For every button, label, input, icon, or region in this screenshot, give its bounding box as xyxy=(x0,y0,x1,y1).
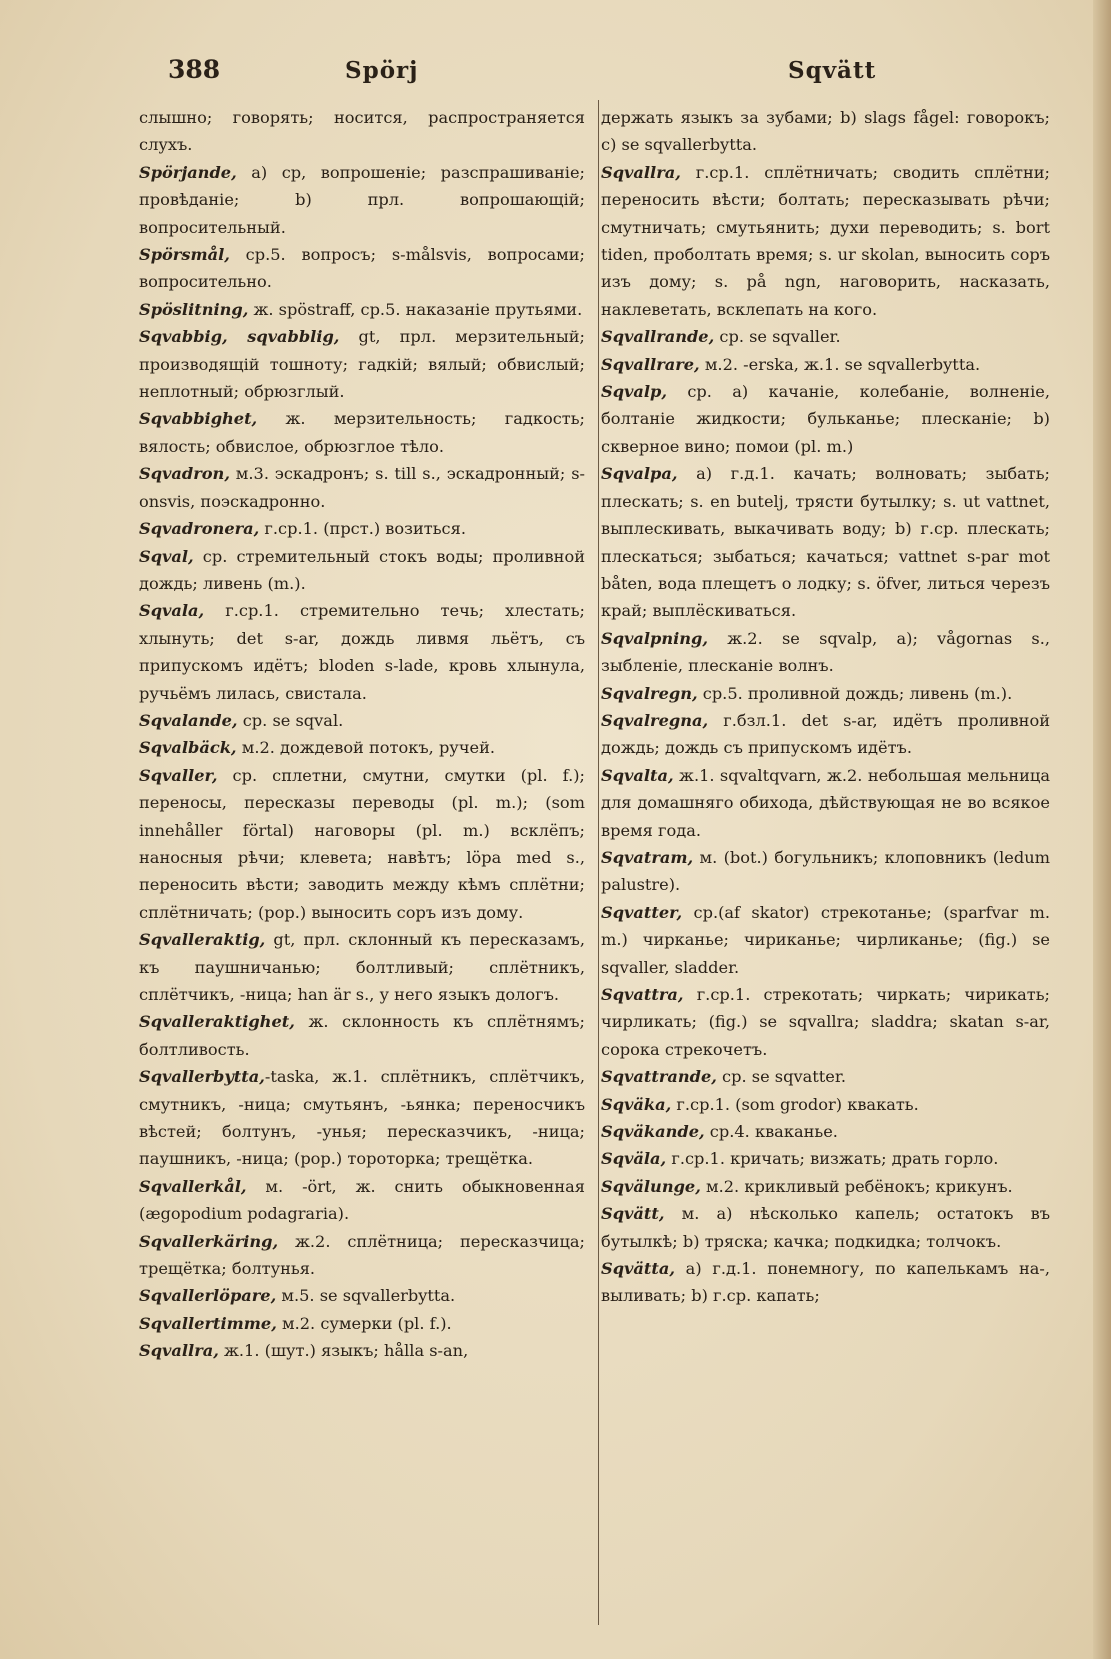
entry-headword: Sqvälunge, xyxy=(601,1176,701,1196)
entry-headword: Sqväkande, xyxy=(601,1122,705,1142)
entry-headword: Sqval, xyxy=(139,546,194,566)
left-guide-word: Spörj xyxy=(345,57,419,84)
entry-headword: Sqvalta, xyxy=(601,765,674,785)
entry-headword: Sqvallrande, xyxy=(601,327,715,347)
entry-definition: ср. se sqval. xyxy=(237,710,344,730)
entry-headword: Spöslitning, xyxy=(139,299,249,319)
dictionary-entry xyxy=(139,734,585,761)
entry-headword: Sqvalbäck, xyxy=(139,738,237,758)
dictionary-entry xyxy=(139,543,585,598)
dictionary-entry xyxy=(139,323,585,405)
dictionary-entry xyxy=(601,323,1050,350)
entry-definition: ж. spöstraff, ср.5. наказаніе прутьями. xyxy=(248,299,583,319)
entry-definition: ж. мерзительность; гадкость; вялость; обвислое, обрюзглое тѣло. xyxy=(139,409,585,456)
dictionary-entry xyxy=(601,1091,1050,1118)
entry-headword: Sqvallerkäring, xyxy=(139,1231,279,1251)
dictionary-entry xyxy=(601,1063,1050,1090)
entry-definition: м. (bot.) богульникъ; клоповникъ (ledum palustre). xyxy=(601,847,1050,895)
dictionary-entry xyxy=(139,515,585,542)
entry-definition: м.5. se sqvallerbytta. xyxy=(276,1286,456,1306)
entry-headword: Sqvallrare, xyxy=(601,354,700,374)
entry-definition: ср. стремительный стокъ воды; проливной дождь; ливень (m.). xyxy=(139,546,585,593)
entry-definition: ср.4. кваканье. xyxy=(704,1122,838,1142)
entry-headword: Sqvallra, xyxy=(139,1341,219,1361)
dictionary-entry xyxy=(601,159,1050,323)
entry-definition: м.2. сумерки (pl. f.). xyxy=(276,1313,452,1333)
entry-definition: ср. se sqvatter. xyxy=(716,1067,846,1087)
entry-definition: ж.1. sqvaltqvarn, ж.2. небольшая мельница для домашняго обихода, дѣйствующая не во всякое время года. xyxy=(601,765,1050,840)
column-divider xyxy=(598,100,599,1625)
dictionary-entry xyxy=(601,844,1050,899)
dictionary-entry xyxy=(601,1173,1050,1200)
entry-definition: ср. se sqvaller. xyxy=(714,327,841,347)
entry-headword: Sqvala, xyxy=(139,601,205,621)
entry-headword: Sqvallra, xyxy=(601,162,681,182)
entry-definition: ж.2. сплётница; пересказчица; трещётка; болтунья. xyxy=(139,1231,585,1279)
entry-headword: Sqväka, xyxy=(601,1094,672,1114)
dictionary-entry xyxy=(601,707,1050,762)
dictionary-entry xyxy=(601,899,1050,981)
dictionary-entry xyxy=(601,104,1050,159)
entry-headword: Sqvallerkål, xyxy=(139,1176,247,1196)
dictionary-entry xyxy=(601,1118,1050,1145)
entry-headword: Sqvätt, xyxy=(601,1204,665,1224)
entry-definition: gt, прл. склонный къ пересказамъ, къ паушничанью; болтливый; сплётникъ, сплётчикъ, -ница; han är s., у него языкъ дологъ. xyxy=(139,930,585,1004)
entry-definition: м. а) нѣсколько капель; остатокъ въ бутылкѣ; b) тряска; качка; подкидка; толчокъ. xyxy=(601,1204,1050,1251)
dictionary-entry xyxy=(601,680,1050,707)
page-edge xyxy=(1093,0,1111,1659)
dictionary-entry xyxy=(139,241,585,296)
entry-headword: Sqvabbig, sqvabblig, xyxy=(139,327,340,347)
entry-headword: Sqvalregna, xyxy=(601,710,709,730)
entry-headword: Spörsmål, xyxy=(139,245,230,265)
entry-headword: Sqvatter, xyxy=(601,902,683,922)
dictionary-entry xyxy=(139,1337,585,1364)
entry-definition: ср.(af skator) стрекотанье; (sparfvar m. m.) чирканье; чириканье; чирликанье; (fig.) se sqvaller, sladder. xyxy=(601,902,1050,977)
dictionary-entry xyxy=(601,1255,1050,1310)
dictionary-entry xyxy=(139,1282,585,1309)
entry-headword: Sqvallertimme, xyxy=(139,1313,277,1333)
entry-headword: Sqvatram, xyxy=(601,847,694,867)
dictionary-entry xyxy=(139,1063,585,1173)
entry-definition: г.ср.1. сплётничать; сводить сплётни; переносить вѣсти; болтать; пересказывать рѣчи; смутничать; смутьянить; духи переводить; s. bort tiden, проболтать время; s. ur skolan, выносить соръ изъ дому; s. på ngn, наговорить, насказать, наклеветать, всклепать на кого. xyxy=(601,162,1050,319)
entry-definition: м.2. крикливый ребёнокъ; крикунъ. xyxy=(700,1176,1013,1196)
entry-headword: Sqvabbighet, xyxy=(139,409,258,429)
entry-definition: ср. сплетни, смутни, смутки (pl. f.); переносы, пересказы переводы (pl. m.); (som innehåller förtal) наговоры (pl. m.) всклёпъ; наносныя рѣчи; клевета; навѣтъ; löpa med s., переносить вѣсти; заводить между кѣмъ сплётни; сплётничать; (pop.) выносить соръ изъ дому. xyxy=(139,765,585,922)
entry-headword: Sqvattrande, xyxy=(601,1067,717,1087)
entry-headword: Sqvalande, xyxy=(139,710,238,730)
dictionary-entry xyxy=(139,1008,585,1063)
entry-definition: г.ср.1. кричать; визжать; драть горло. xyxy=(666,1149,999,1169)
entry-definition: а) ср, вопрошеніе; разспрашиваніе; провѣданіе; b) прл. вопрошающій; вопросительный. xyxy=(139,162,585,237)
page-number: 388 xyxy=(168,55,221,84)
entry-headword: Sqvalleraktig, xyxy=(139,930,266,950)
entry-headword: Sqvalpa, xyxy=(601,464,678,484)
dictionary-entry xyxy=(139,159,585,241)
entry-headword: Sqvadron, xyxy=(139,464,230,484)
dictionary-entry xyxy=(139,296,585,323)
dictionary-entry xyxy=(139,762,585,926)
entry-headword: Sqvaller, xyxy=(139,765,218,785)
dictionary-entry xyxy=(601,762,1050,844)
entry-headword: Sqvätta, xyxy=(601,1259,675,1279)
dictionary-entry xyxy=(601,351,1050,378)
entry-definition: ж.1. (шут.) языкъ; hålla s-an, xyxy=(218,1341,469,1361)
dictionary-entry xyxy=(601,1145,1050,1172)
entry-definition: а) г.д.1. качать; волновать; зыбать; плескать; s. en butelj, трясти бутылку; s. ut vattnet, выплескивать, выкачивать воду; b) г.ср. плескать; плескаться; зыбаться; качаться; vattnet s-par mot båten, вода плещетъ о лодку; s. öfver, литься черезъ край; выплёскиваться. xyxy=(601,464,1050,621)
dictionary-entry xyxy=(139,460,585,515)
running-header xyxy=(0,55,1111,95)
dictionary-entry xyxy=(601,460,1050,624)
dictionary-entry xyxy=(139,926,585,1008)
entry-definition: -taska, ж.1. сплётникъ, сплётчикъ, смутникъ, -ница; смутьянъ, -ьянка; переносчикъ вѣстей; болтунъ, -унья; пересказчикъ, -ница; паушникъ, -ница; (pop.) тороторка; трещётка. xyxy=(139,1067,585,1169)
entry-definition: г.ср.1. стремительно течь; хлестать; хлынуть; det s-ar, дождь ливмя льётъ, съ припускомъ идётъ; bloden s-lade, кровь хлынула, ручьёмъ лилась, свистала. xyxy=(139,601,585,703)
entry-headword: Sqväla, xyxy=(601,1149,667,1169)
dictionary-entry xyxy=(139,707,585,734)
entry-definition: м. -ört, ж. снить обыкновенная (ægopodium podagraria). xyxy=(139,1176,585,1224)
dictionary-entry xyxy=(601,625,1050,680)
entry-definition: ср.5. вопросъ; s-målsvis, вопросами; вопросительно. xyxy=(139,245,585,292)
entry-headword: Sqvalpning, xyxy=(601,628,709,648)
dictionary-entry xyxy=(139,104,585,159)
dictionary-entry xyxy=(139,1173,585,1228)
entry-headword: Sqvalregn, xyxy=(601,683,698,703)
entry-definition: ж. склонность къ сплётнямъ; болтливость. xyxy=(139,1012,585,1059)
dictionary-entry xyxy=(601,981,1050,1063)
entry-headword: Sqvallerbytta, xyxy=(139,1067,265,1087)
right-column xyxy=(601,104,1050,1624)
entry-definition: г.ср.1. стрекотать; чиркать; чирикать; чирликать; (fig.) se sqvallra; sladdra; skatan s-ar, сорока стрекочетъ. xyxy=(601,985,1050,1059)
entry-headword: Spörjande, xyxy=(139,162,237,182)
entry-definition: ср. а) качаніе, колебаніе, волненіе, болтаніе жидкости; бульканье; плесканіе; b) скверное вино; помои (pl. m.) xyxy=(601,382,1050,456)
left-column xyxy=(139,104,585,1624)
entry-definition: м.3. эскадронъ; s. till s., эскадронный; s-onsvis, поэскадронно. xyxy=(139,464,585,511)
dictionary-entry xyxy=(601,1200,1050,1255)
entry-definition: м.2. -erska, ж.1. se sqvallerbytta. xyxy=(699,354,981,374)
entry-definition: ср.5. проливной дождь; ливень (m.). xyxy=(697,683,1013,703)
dictionary-entry xyxy=(139,1310,585,1337)
entry-headword: Sqvalp, xyxy=(601,382,668,402)
entry-headword: Sqvattra, xyxy=(601,985,684,1004)
entry-definition: м.2. дождевой потокъ, ручей. xyxy=(236,738,496,758)
dictionary-entry xyxy=(139,597,585,707)
right-guide-word: Sqvätt xyxy=(788,57,877,84)
entry-definition: gt, прл. мерзительный; производящій тошноту; гадкій; вялый; обвислый; неплотный; обрюзглый. xyxy=(139,327,585,402)
entry-headword: Sqvadronera, xyxy=(139,519,260,539)
entry-definition: а) г.д.1. понемногу, по капелькамъ на-, выливать; b) г.ср. капать; xyxy=(601,1259,1050,1306)
entry-continuation: слышно; говорять; носится, распространяется слухъ. xyxy=(139,108,585,155)
entry-headword: Sqvalleraktighet, xyxy=(139,1012,295,1032)
entry-definition: г.ср.1. (som grodor) квакать. xyxy=(671,1094,919,1114)
dictionary-entry xyxy=(601,378,1050,460)
entry-definition: г.бзл.1. det s-ar, идётъ проливной дождь; дождь съ припускомъ идётъ. xyxy=(601,710,1050,758)
entry-headword: Sqvallerlöpare, xyxy=(139,1286,277,1306)
entry-definition: ж.2. se sqvalp, а); vågornas s., зыбленіе, плесканіе волнъ. xyxy=(601,628,1050,676)
entry-definition: г.ср.1. (прст.) возиться. xyxy=(259,519,466,539)
dictionary-entry xyxy=(139,1228,585,1283)
dictionary-entry xyxy=(139,405,585,460)
entry-continuation: держать языкъ за зубами; b) slags fågel: говорокъ; c) se sqvallerbytta. xyxy=(601,108,1050,155)
